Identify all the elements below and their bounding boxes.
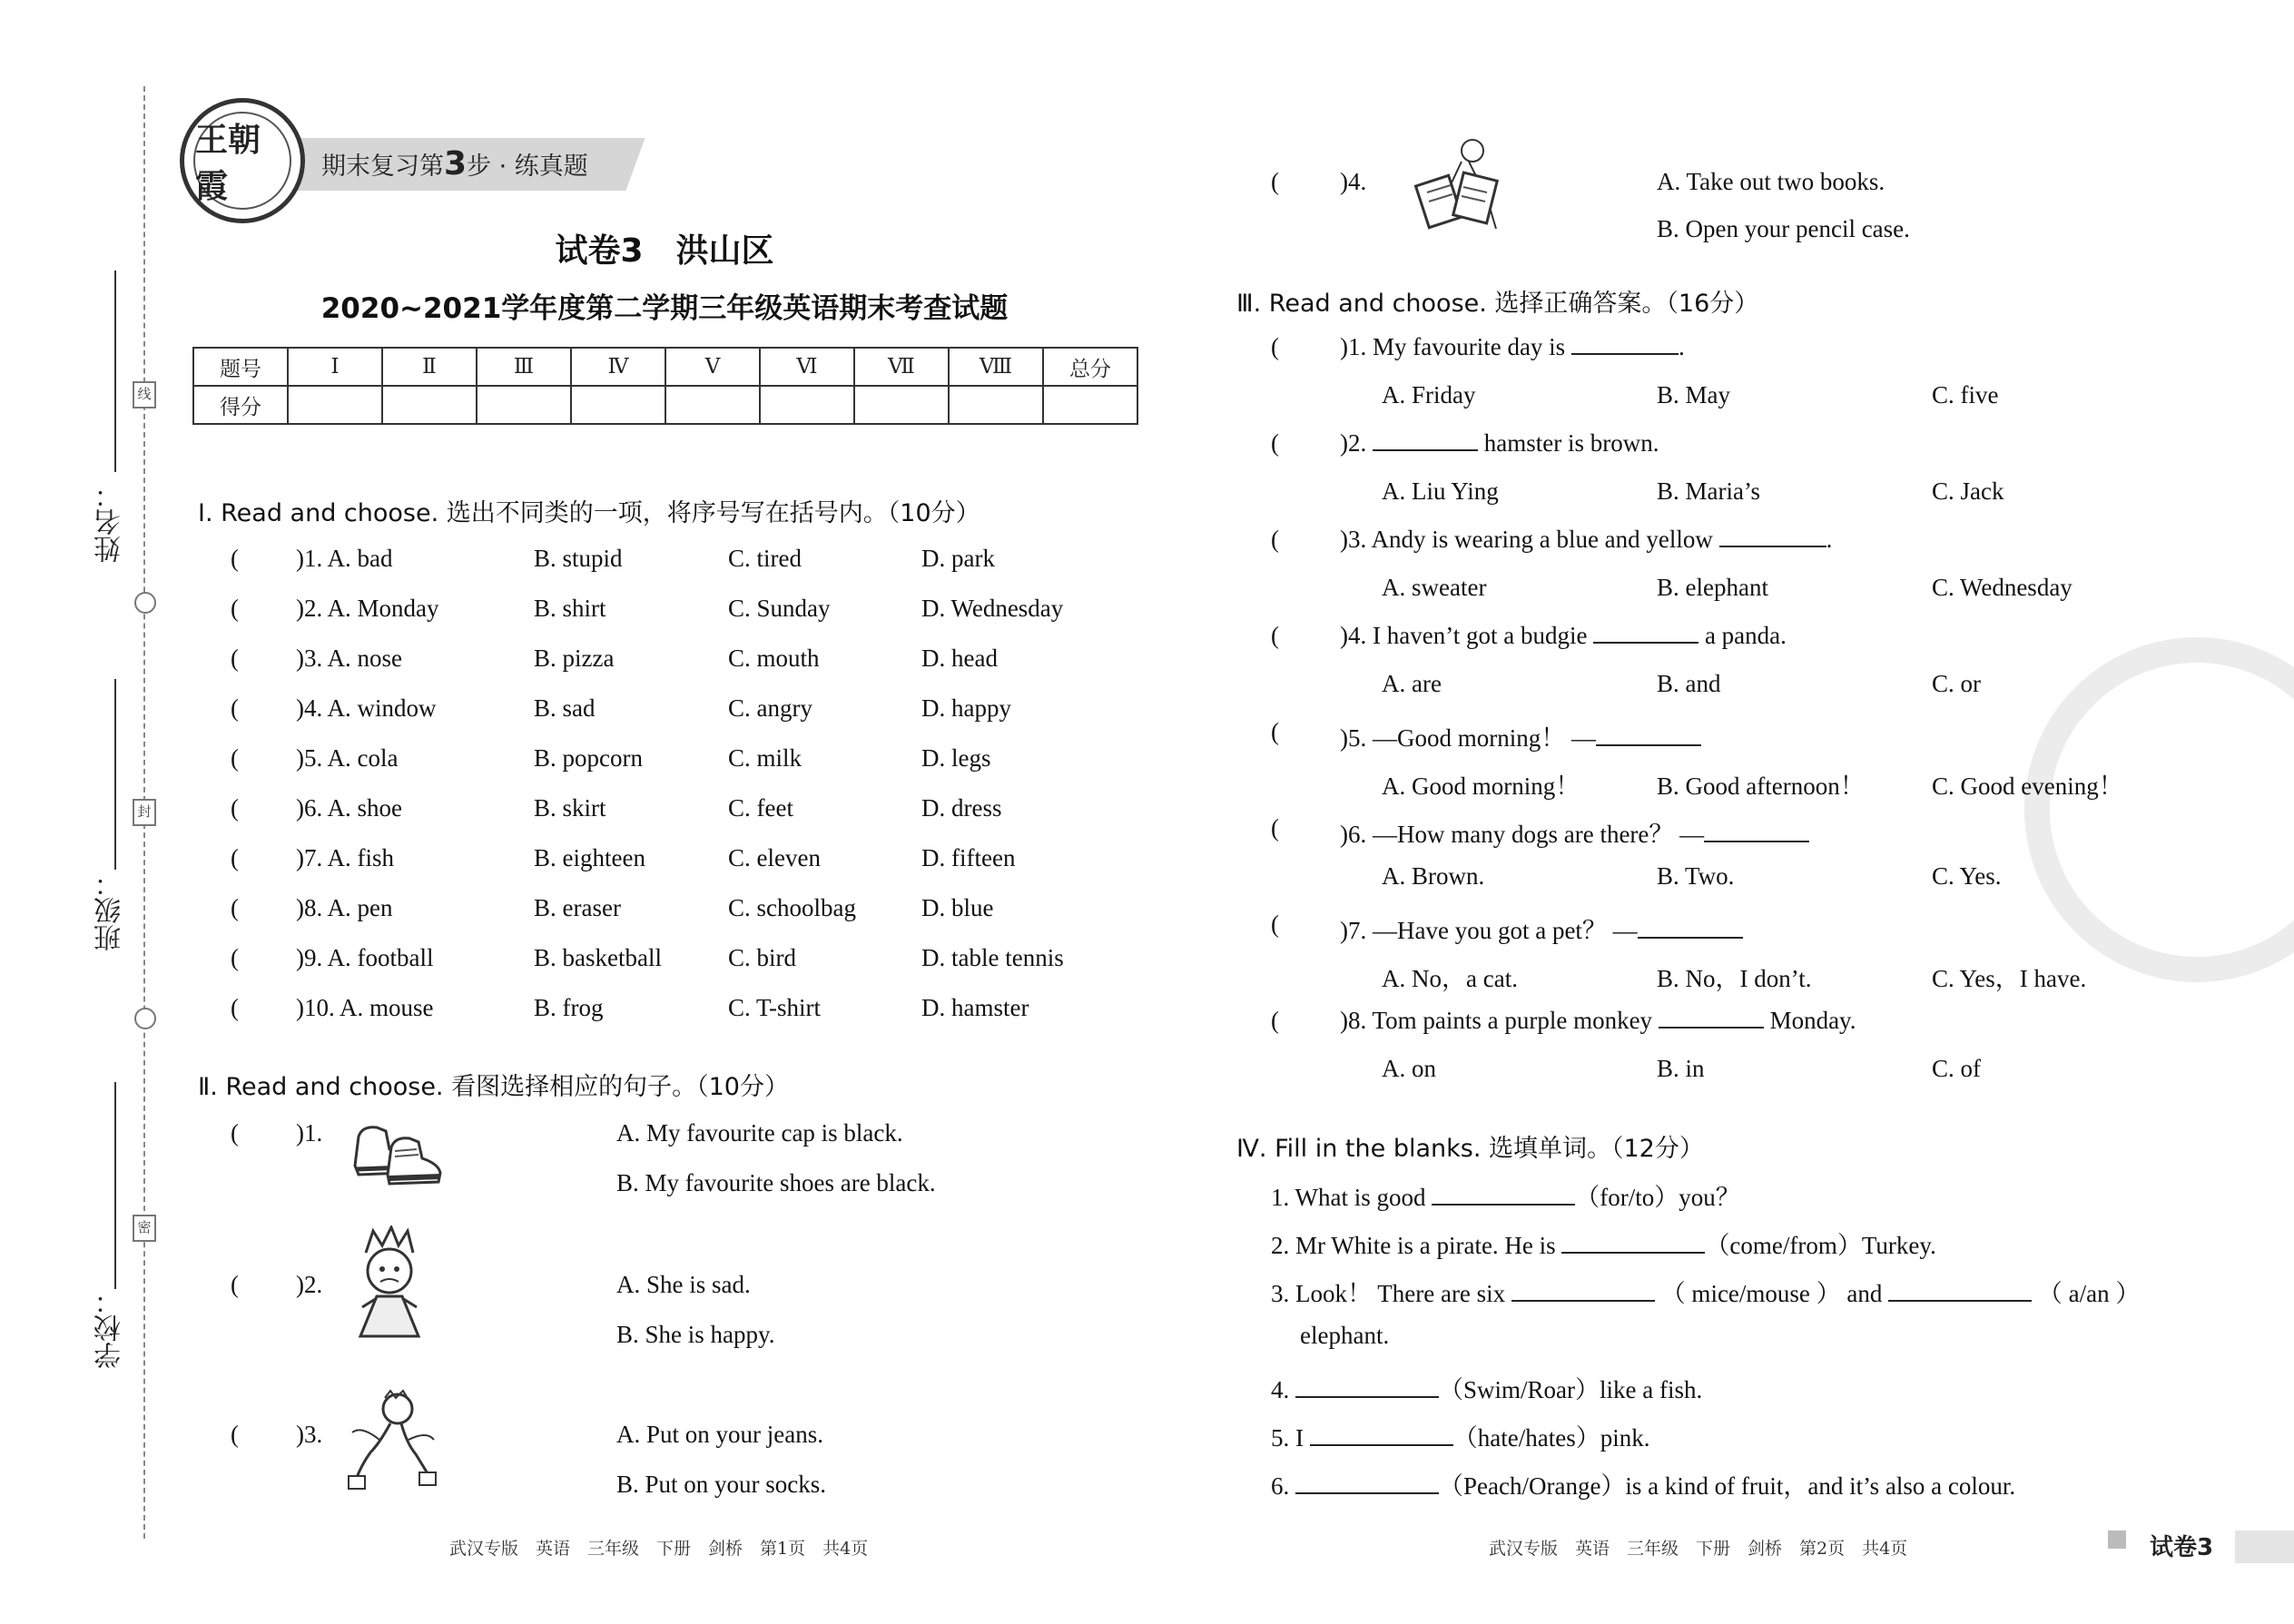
option-a: A. Friday (1382, 381, 1476, 408)
cut-mark-seal: 封 (133, 799, 156, 826)
answer-paren[interactable]: ( (1271, 526, 1279, 553)
option-c: C. tired (728, 545, 802, 572)
question-text: )1. My favourite day is . (1340, 333, 1685, 360)
answer-paren[interactable]: ( (1271, 814, 1279, 842)
person-socks-picture (343, 1389, 443, 1493)
option-c: C. five (1932, 381, 1999, 408)
answer-paren[interactable]: ( (231, 794, 239, 822)
option-c: C. of (1932, 1055, 1981, 1082)
answer-paren[interactable]: ( (231, 744, 239, 772)
option-c: C. bird (728, 944, 797, 971)
score-col-1: Ⅰ (288, 348, 382, 386)
fill-blank[interactable] (1561, 1251, 1705, 1254)
option-a: )5. A. cola (296, 744, 399, 772)
option-d: D. blue (921, 894, 994, 921)
score-cell[interactable] (477, 386, 571, 424)
option-a: A. She is sad. (616, 1271, 751, 1298)
score-cell[interactable] (665, 386, 760, 424)
score-col-7: Ⅶ (854, 348, 949, 386)
score-cell[interactable] (571, 386, 665, 424)
option-c: C. Yes，I have. (1932, 965, 2087, 992)
footer-right: 武汉专版 英语 三年级 下册 剑桥 第2页 共4页 (1489, 1539, 1908, 1559)
banner-text: 期末复习第3步 · 练真题 (321, 145, 588, 182)
question-number: )2. (296, 1271, 323, 1298)
watermark-stamp (2024, 637, 2294, 982)
cut-hole (134, 1008, 156, 1029)
shoes-picture (350, 1109, 448, 1189)
option-c: C. Sunday (728, 595, 831, 622)
option-d: D. head (921, 645, 998, 672)
score-cell[interactable] (382, 386, 477, 424)
score-cell[interactable] (854, 386, 949, 424)
answer-paren[interactable]: ( (1271, 1007, 1279, 1034)
answer-paren[interactable]: ( (1271, 622, 1279, 649)
footer-tag: 试卷3 (2150, 1534, 2214, 1561)
section-2-heading: Ⅱ. Read and choose. 看图选择相应的句子。（10分） (198, 1073, 789, 1101)
question-text: )2. hamster is brown. (1340, 429, 1659, 457)
option-b: B. and (1657, 670, 1721, 697)
question-number: )3. (296, 1421, 323, 1448)
option-a: A. Good morning！ (1382, 773, 1580, 800)
option-a: )2. A. Monday (296, 595, 439, 622)
score-col-5: Ⅴ (665, 348, 760, 386)
option-a: A. Brown. (1382, 862, 1485, 890)
option-a: A. Take out two books. (1657, 168, 1885, 195)
answer-paren[interactable]: ( (1271, 910, 1279, 938)
answer-paren[interactable]: ( (231, 1271, 239, 1298)
books-picture (1405, 134, 1507, 239)
option-a: A. are (1382, 670, 1442, 697)
cut-mark-secret: 密 (133, 1215, 156, 1242)
section-3-heading: Ⅲ. Read and choose. 选择正确答案。（16分） (1236, 290, 1759, 318)
fill-blank[interactable] (1295, 1491, 1439, 1494)
option-a: )10. A. mouse (296, 994, 434, 1021)
option-a: A. Put on your jeans. (616, 1421, 823, 1448)
fill-blank[interactable] (1432, 1203, 1575, 1206)
school-line[interactable] (114, 1082, 116, 1289)
name-label: 姓名： (94, 481, 126, 563)
option-a: )4. A. window (296, 694, 437, 722)
option-d: D. table tennis (921, 944, 1064, 971)
footer-tag-decoration (2108, 1530, 2126, 1549)
score-col-8: Ⅷ (949, 348, 1043, 386)
question-text: )5. —Good morning！ — (1340, 718, 1701, 753)
answer-paren[interactable]: ( (231, 645, 239, 672)
school-label: 学校： (94, 1287, 126, 1369)
footer-left: 武汉专版 英语 三年级 下册 剑桥 第1页 共4页 (449, 1539, 869, 1559)
class-label: 班级： (94, 870, 126, 951)
score-cell[interactable] (288, 386, 382, 424)
option-a: )8. A. pen (296, 894, 393, 921)
fill-blank[interactable] (1310, 1443, 1453, 1446)
option-b: B. No，I don’t. (1657, 965, 1812, 992)
option-b: B. shirt (534, 595, 606, 622)
publisher-logo (180, 98, 305, 223)
option-b: B. skirt (534, 794, 606, 822)
option-c: C. Jack (1932, 477, 2004, 505)
option-b: B. eighteen (534, 844, 645, 871)
fill-blank[interactable] (1511, 1299, 1655, 1302)
question-text: )7. —Have you got a pet？ — (1340, 910, 1743, 946)
answer-paren[interactable]: ( (231, 545, 239, 572)
option-d: D. park (921, 545, 995, 572)
option-d: D. dress (921, 794, 1002, 822)
score-row-label: 题号 (193, 348, 288, 386)
option-a: )3. A. nose (296, 645, 402, 672)
option-b: B. stupid (534, 545, 623, 572)
answer-paren[interactable]: ( (231, 894, 239, 921)
option-d: D. fifteen (921, 844, 1016, 871)
option-c: C. Good evening！ (1932, 773, 2123, 800)
fill-blank[interactable] (1888, 1299, 2032, 1302)
option-b: B. Good afternoon！ (1657, 773, 1865, 800)
option-c: C. angry (728, 694, 812, 722)
option-a: )7. A. fish (296, 844, 394, 871)
option-b: B. frog (534, 994, 604, 1021)
cut-hole (134, 592, 156, 614)
logo-text: 王朝霞 (193, 112, 291, 210)
option-c: C. or (1932, 670, 1981, 697)
option-c: C. mouth (728, 645, 820, 672)
question-text: )4. I haven’t got a budgie a panda. (1340, 622, 1787, 649)
score-table-header-row (193, 348, 1137, 386)
score-cell[interactable] (949, 386, 1043, 424)
fill-item-continued: elephant. (1300, 1322, 1390, 1349)
answer-paren[interactable]: ( (1271, 168, 1279, 195)
question-text: )3. Andy is wearing a blue and yellow . (1340, 526, 1833, 553)
section-1-heading: Ⅰ. Read and choose. 选出不同类的一项，将序号写在括号内。（10分） (198, 499, 980, 527)
question-number: )1. (296, 1119, 323, 1147)
option-d: D. legs (921, 744, 991, 772)
option-a: )1. A. bad (296, 545, 393, 572)
option-d: D. happy (921, 694, 1011, 722)
option-c: C. T-shirt (728, 994, 822, 1021)
fill-item: 6. （Peach/Orange）is a kind of fruit，and it’s also a colour. (1271, 1472, 2016, 1500)
answer-paren[interactable]: ( (231, 694, 239, 722)
question-text: )8. Tom paints a purple monkey Monday. (1340, 1007, 1856, 1034)
class-line[interactable] (114, 679, 116, 870)
score-col-total: 总分 (1043, 348, 1137, 386)
score-cell[interactable] (760, 386, 854, 424)
score-col-2: Ⅱ (382, 348, 477, 386)
option-b: B. Open your pencil case. (1657, 215, 1910, 242)
option-b: B. eraser (534, 894, 621, 921)
option-c: C. Wednesday (1932, 574, 2072, 601)
option-a: )6. A. shoe (296, 794, 402, 822)
answer-paren[interactable]: ( (231, 994, 239, 1021)
option-b: B. pizza (534, 645, 615, 672)
option-b: B. elephant (1657, 574, 1768, 601)
fill-item: 1. What is good （for/to）you？ (1271, 1184, 1740, 1211)
option-d: D. hamster (921, 994, 1029, 1021)
option-b: B. Put on your socks. (616, 1471, 827, 1498)
option-a: A. sweater (1382, 574, 1487, 601)
section-4-heading: Ⅳ. Fill in the blanks. 选填单词。（12分） (1236, 1135, 1704, 1163)
option-b: B. sad (534, 694, 596, 722)
option-a: A. No，a cat. (1382, 965, 1518, 992)
fill-item: 5. I （hate/hates）pink. (1271, 1424, 1650, 1452)
fill-blank[interactable] (1295, 1395, 1439, 1398)
answer-paren[interactable]: ( (231, 944, 239, 971)
score-col-6: Ⅵ (760, 348, 854, 386)
fill-item: 3. Look！ There are six （ mice/mouse ） and （ a/an ） (1271, 1280, 2141, 1307)
option-b: B. My favourite shoes are black. (616, 1169, 936, 1196)
footer-tag-bar (2235, 1530, 2294, 1563)
option-c: C. eleven (728, 844, 821, 871)
score-cell[interactable] (1043, 386, 1137, 424)
option-a: A. Liu Ying (1382, 477, 1499, 505)
option-b: B. Maria’s (1657, 477, 1760, 505)
score-col-4: Ⅳ (571, 348, 665, 386)
option-b: B. basketball (534, 944, 662, 971)
option-b: B. May (1657, 381, 1730, 408)
fill-item: 2. Mr White is a pirate. He is （come/from）Turkey. (1271, 1232, 1936, 1259)
paper-subtitle: 2020~2021学年度第二学期三年级英语期末考查试题 (320, 292, 1009, 325)
answer-paren[interactable]: ( (1271, 333, 1279, 360)
option-b: B. Two. (1657, 862, 1735, 890)
score-table (192, 347, 1138, 425)
answer-paren[interactable]: ( (1271, 718, 1279, 745)
cut-mark-line: 线 (133, 381, 156, 408)
score-table-score-row (193, 386, 1137, 424)
answer-paren[interactable]: ( (1271, 429, 1279, 457)
option-c: C. feet (728, 794, 793, 822)
option-b: B. She is happy. (616, 1321, 775, 1348)
option-c: C. schoolbag (728, 894, 856, 921)
option-a: )9. A. football (296, 944, 434, 971)
option-c: C. milk (728, 744, 802, 772)
option-a: A. My favourite cap is black. (616, 1119, 903, 1147)
option-a: A. on (1382, 1055, 1436, 1082)
score-row-label: 得分 (193, 386, 288, 424)
option-c: C. Yes. (1932, 862, 2002, 890)
answer-paren[interactable]: ( (231, 595, 239, 622)
option-b: B. in (1657, 1055, 1705, 1082)
option-d: D. Wednesday (921, 595, 1064, 622)
answer-paren[interactable]: ( (231, 1119, 239, 1147)
answer-paren[interactable]: ( (231, 844, 239, 871)
paper-title: 试卷3 洪山区 (555, 232, 774, 270)
score-col-3: Ⅲ (477, 348, 571, 386)
question-text: )6. —How many dogs are there？ — (1340, 814, 1809, 850)
answer-paren[interactable]: ( (231, 1421, 239, 1448)
fill-item: 4. （Swim/Roar）like a fish. (1271, 1376, 1703, 1403)
option-b: B. popcorn (534, 744, 643, 772)
girl-picture (350, 1225, 431, 1348)
question-number: )4. (1340, 168, 1367, 195)
